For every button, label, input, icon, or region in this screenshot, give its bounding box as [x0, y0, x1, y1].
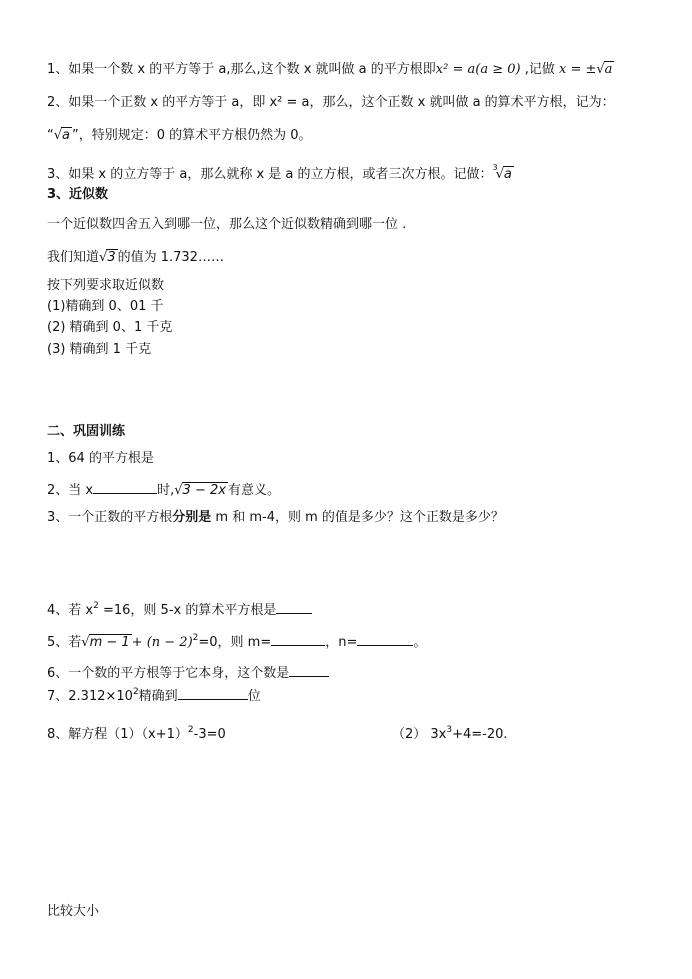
radicand: m − 1 — [89, 635, 130, 650]
approx-known-text-2: 的值为 1.732…… — [117, 250, 224, 265]
question-5-text: 5、若 — [47, 635, 82, 650]
def-arithmetic-root-text: 2、如果一个正数 x 的平方等于 a，即 x² = a，那么，这个正数 x 就叫做 a 的算术平方根，记为： — [47, 95, 615, 110]
question-3-emphasis: 分别是 — [172, 510, 212, 525]
question-8-part-2-text: （2） 3x — [392, 727, 447, 742]
question-8-part-2-text-2: +4=-20. — [452, 727, 508, 742]
question-8-text: 8、解方程（1）（x+1） — [47, 727, 188, 742]
question-2-text-2: 时, — [157, 483, 175, 498]
question-7-text: 7、2.312×10 — [47, 689, 133, 704]
def-square-root-text: 1、如果一个数 x 的平方等于 a,那么,这个数 x 就叫做 a 的平方根即 — [47, 62, 436, 77]
section-heading-practice: 二、巩固训练 — [47, 424, 126, 439]
def-square-root-text-2: ,记做 — [520, 62, 559, 77]
superscript: 2 — [132, 687, 139, 697]
question-4 — [47, 601, 312, 619]
question-7-text-3: 位 — [247, 689, 261, 704]
question-5-formula: + (n − 2) — [131, 635, 193, 650]
answer-blank[interactable] — [289, 664, 329, 677]
question-5-text-2: =0，则 m= — [198, 635, 272, 650]
def-square-root — [47, 61, 614, 78]
open-quote: “ — [47, 128, 54, 143]
question-6-text: 6、一个数的平方根等于它本身，这个数是 — [47, 666, 290, 681]
pm-prefix: x = ± — [558, 62, 597, 77]
question-2-text-3: 有意义。 — [227, 483, 280, 498]
superscript: 3 — [446, 725, 453, 735]
radicand: 3 — [107, 250, 116, 265]
question-3-text: 3、一个正数的平方根 — [47, 510, 173, 525]
superscript: 2 — [93, 601, 99, 611]
radicand: 3 − 2x — [182, 483, 226, 498]
sqrt-symbol: √ — [53, 128, 63, 143]
question-2 — [47, 481, 280, 499]
def-square-root-notation — [559, 62, 614, 77]
question-6 — [47, 664, 329, 682]
sqrt-symbol: √ — [174, 483, 183, 498]
approx-description: 一个近似数四舍五入到哪一位，那么这个近似数精确到哪一位 . — [47, 217, 407, 232]
def-cube-root — [47, 160, 514, 183]
question-7-text-2: 精确到 — [138, 689, 178, 704]
sqrt-symbol: √ — [81, 635, 90, 650]
radicand: a — [503, 167, 512, 182]
approx-item-2: (2) 精确到 0、1 千克 — [47, 320, 173, 335]
section-heading-approx: 3、近似数 — [47, 187, 109, 202]
answer-blank[interactable] — [178, 687, 248, 700]
approx-item-3: (3) 精确到 1 千克 — [47, 342, 152, 357]
def-arithmetic-root — [47, 95, 615, 111]
def-cube-root-text: 3、如果 x 的立方等于 a，那么就称 x 是 a 的立方根，或者三次方根。记做： — [47, 167, 493, 182]
def-arithmetic-root-notation — [47, 127, 312, 144]
answer-blank[interactable] — [276, 601, 312, 614]
question-8-part-2 — [392, 727, 508, 743]
sqrt-symbol: √ — [495, 167, 504, 182]
approx-known-value — [47, 249, 224, 266]
radicand: a — [62, 128, 71, 143]
answer-blank[interactable] — [93, 481, 157, 494]
cube-index: 3 — [492, 163, 498, 172]
superscript: 2 — [187, 725, 194, 735]
question-8-text-2: -3=0 — [193, 727, 226, 742]
question-5-text-4: 。 — [413, 635, 427, 650]
answer-blank-m[interactable] — [271, 633, 325, 646]
question-1: 1、64 的平方根是 — [47, 451, 154, 466]
compare-heading: 比较大小 — [47, 904, 100, 919]
question-2-text: 2、当 x — [47, 483, 94, 498]
question-4-text: 4、若 x — [47, 603, 94, 618]
sqrt-symbol: √ — [99, 250, 108, 265]
question-3 — [47, 510, 504, 526]
question-7 — [47, 687, 261, 705]
answer-blank-n[interactable] — [357, 633, 413, 646]
question-8 — [47, 727, 226, 743]
question-5-text-3: ，n= — [325, 635, 358, 650]
question-4-text-2: =16，则 5-x 的算术平方根是 — [98, 603, 277, 618]
def-square-root-formula: x² = a(a ≥ 0) — [435, 62, 521, 77]
sqrt-symbol: √ — [596, 62, 605, 77]
question-3-text-2: m 和 m-4，则 m 的值是多少？这个正数是多少？ — [211, 510, 504, 525]
approx-known-text: 我们知道 — [47, 250, 100, 265]
superscript: 2 — [192, 633, 199, 643]
approx-item-1: (1)精确到 0、01 千 — [47, 299, 164, 314]
approx-instruction: 按下列要求取近似数 — [47, 278, 165, 293]
def-arithmetic-root-note: ”，特别规定：0 的算术平方根仍然为 0。 — [72, 128, 312, 143]
question-5 — [47, 633, 426, 651]
radicand: a — [604, 62, 613, 77]
